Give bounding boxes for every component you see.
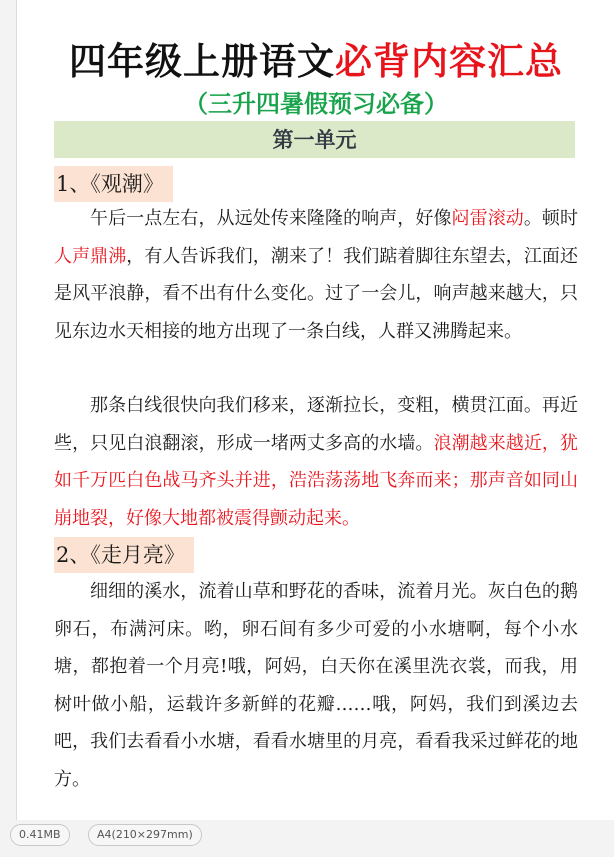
highlight-phrase: 闷雷滚动 — [451, 208, 524, 229]
page-size-badge: A4(210×297mm) — [88, 824, 202, 846]
text-run: 那条白线很快向我们移来，逐渐拉长，变粗，横贯江面。再近些，只见白浪翻滚，形成一堵两丈多高的水墙。 — [54, 395, 578, 454]
document-subtitle: （三升四暑假预习必备） — [184, 89, 448, 118]
title-black-part: 四年级上册语文 — [69, 39, 335, 83]
highlight-phrase: 人声鼎沸 — [54, 245, 127, 267]
title-red-part: 必背内容汇总 — [335, 39, 563, 83]
file-size-badge: 0.41MB — [10, 824, 70, 846]
unit-heading: 第一单元 — [54, 121, 575, 158]
text-run: 。顿时 — [523, 208, 579, 229]
highlight-sentence: 浪潮越来越近，犹如千万匹白色战马齐头并进，浩浩荡荡地飞奔而来；那声音如同山崩地裂，好像大地都被震得颤动起来。 — [54, 432, 578, 529]
document-page — [16, 0, 614, 820]
section-heading-zouyueliang: 2、《走月亮》 — [54, 537, 194, 573]
paragraph-guanchao-2 — [54, 387, 578, 537]
text-run: 细细的溪水，流着山草和野花的香味，流着月光。灰白色的鹅卵石，布满河床。哟，卵石间有多少可爱的小水塘啊，每个小水塘，都抱着一个月亮!哦，阿妈，白天你在溪里洗衣裳，而我，用树叶做小船，运载许多新鲜的花瓣……哦，阿妈，我们到溪边去吧，我们去看看小水塘，看看水塘里的月亮，看看我采过鲜花的地方。 — [54, 581, 578, 790]
text-run: ，有人告诉我们，潮来了！我们踮着脚往东望去，江面还是风平浪静，看不出有什么变化。过了一会儿，响声越来越大，只见东边水天相接的地方出现了一条白线，人群又沸腾起来。 — [54, 245, 579, 342]
section-heading-guanchao: 1、《观潮》 — [54, 166, 173, 202]
paragraph-zouyueliang-1 — [54, 573, 578, 798]
text-run: 午后一点左右，从远处传来隆隆的响声，好像 — [90, 208, 452, 229]
document-title — [17, 38, 614, 84]
paragraph-guanchao-1 — [54, 200, 578, 350]
